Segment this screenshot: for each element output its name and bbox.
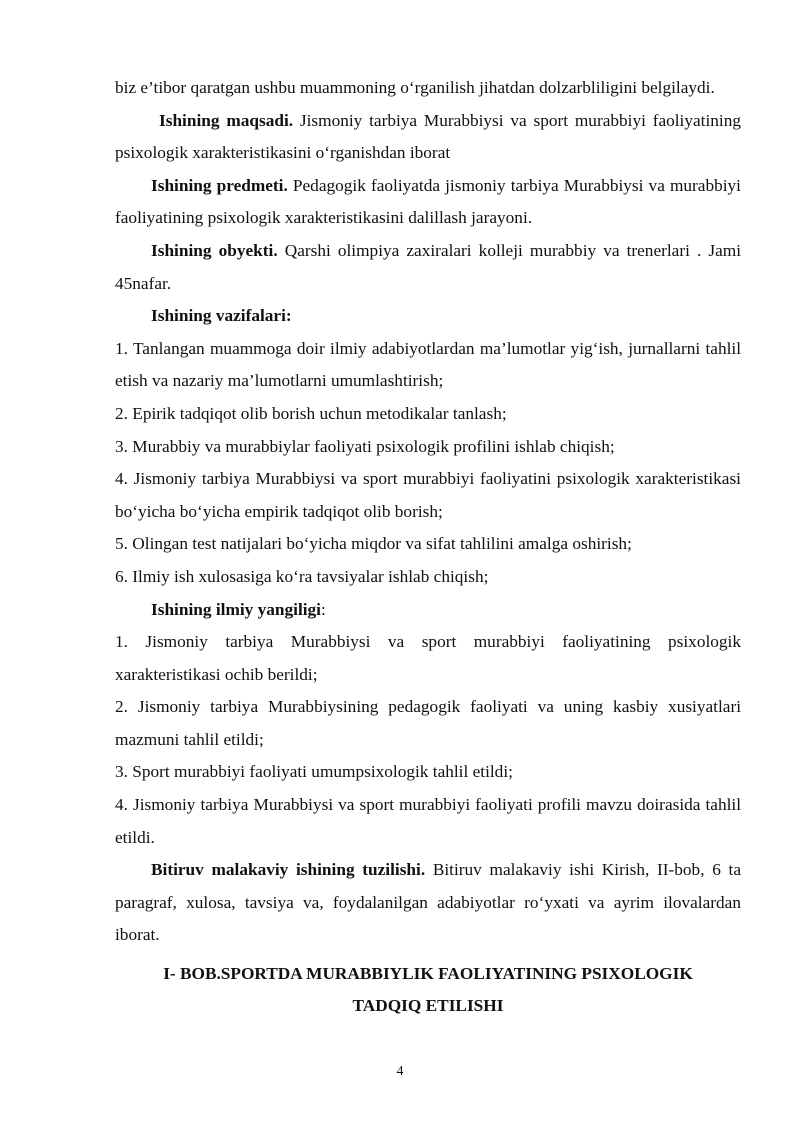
- goal-paragraph: [115, 105, 741, 170]
- novelty-item-1: 1. Jismoniy tarbiya Murabbiysi va sport murabbiyi faoliyatining psixologik xarakteristikasi ochib berildi;: [115, 632, 741, 684]
- intro-paragraph: biz e’tibor qaratgan ushbu muammoning o‘rganilish jihatdan dolzarbliligini belgilaydi.: [115, 78, 715, 97]
- page-number: 4: [396, 1064, 404, 1079]
- task-item-6: 6. Ilmiy ish xulosasiga ko‘ra tavsiyalar ishlab chiqish;: [115, 566, 489, 586]
- subject-text: Pedagogik faoliyatda jismoniy tarbiya Murabbiysi va murabbiyi faoliyatining psixologik xarakteristikasini dalillash jarayoni.: [115, 175, 741, 228]
- task-item-1: 1. Tanlangan muammoga doir ilmiy adabiyotlardan ma’lumotlar yig‘ish, jurnallarni tahlil etish va nazariy ma’lumotlarni umumlashtirish;: [115, 338, 741, 391]
- task-item-3: 3. Murabbiy va murabbiylar faoliyati psixologik profilini ishlab chiqish;: [115, 436, 615, 456]
- task-item-4: 4. Jismoniy tarbiya Murabbiysi va sport murabbiyi faoliyatini psixologik xarakteristikasi bo‘yicha bo‘yicha empirik tadqiqot olib borish;: [115, 469, 741, 521]
- tasks-heading: Ishining vazifalari:: [151, 306, 292, 326]
- object-label: Ishining obyekti.: [151, 240, 278, 260]
- subject-label: Ishining predmeti.: [151, 175, 288, 195]
- novelty-item-3: 3. Sport murabbiyi faoliyati umumpsixologik tahlil etildi;: [115, 762, 513, 782]
- subject-paragraph: [115, 170, 741, 235]
- structure-paragraph: [115, 854, 741, 952]
- chapter-heading-line-1: I- BOB.SPORTDA MURABBIYLIK FAOLIYATINING PSIXOLOGIK: [163, 964, 693, 984]
- document-page: [115, 72, 741, 1022]
- novelty-item-2: 2. Jismoniy tarbiya Murabbiysining pedagogik faoliyati va uning kasbiy xusiyatlari mazmuni tahlil etildi;: [115, 697, 741, 749]
- novelty-colon: :: [321, 599, 326, 619]
- task-item-2: 2. Epirik tadqiqot olib borish uchun metodikalar tanlash;: [115, 403, 507, 423]
- goal-label: Ishining maqsadi.: [159, 110, 294, 130]
- object-text: Qarshi olimpiya zaxiralari kolleji murabbiy va trenerlari . Jami 45nafar.: [115, 240, 741, 293]
- goal-text: Jismoniy tarbiya Murabbiysi va sport murabbiyi faoliyatining psixologik xarakteristikasini o‘rganishdan iborat: [115, 110, 741, 163]
- novelty-label: Ishining ilmiy yangiligi: [151, 599, 321, 619]
- structure-text: Bitiruv malakaviy ishi Kirish, II-bob, 6 ta paragraf, xulosa, tavsiya va, foydalanilgan adabiyotlar ro‘yxati va ayrim ilovalardan iborat.: [115, 860, 741, 945]
- chapter-heading: [115, 958, 741, 1022]
- chapter-heading-line-2: TADQIQ ETILISHI: [352, 996, 504, 1016]
- object-paragraph: [115, 235, 741, 300]
- task-item-5: 5. Olingan test natijalari bo‘yicha miqdor va sifat tahlilini amalga oshirish;: [115, 534, 632, 554]
- novelty-item-4: 4. Jismoniy tarbiya Murabbiysi va sport murabbiyi faoliyati profili mavzu doirasida tahlil etildi.: [115, 795, 741, 847]
- structure-label: Bitiruv malakaviy ishining tuzilishi.: [151, 860, 426, 880]
- novelty-heading: [115, 594, 741, 627]
